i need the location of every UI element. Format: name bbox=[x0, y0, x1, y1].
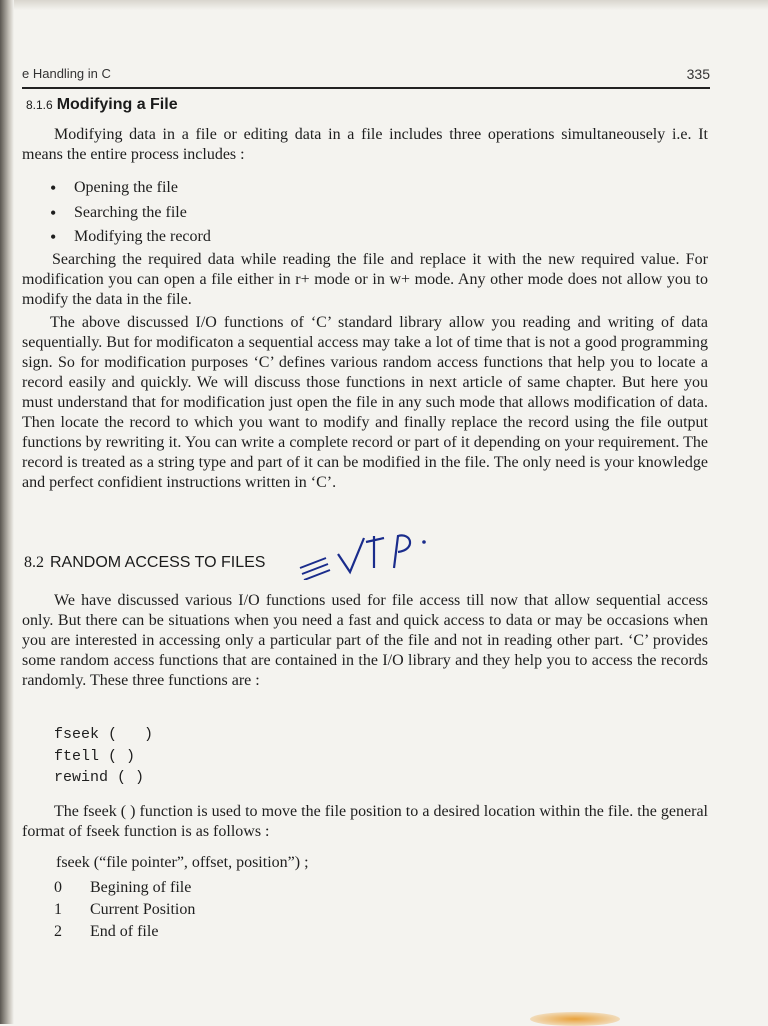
page-top-shadow bbox=[0, 0, 768, 10]
operations-list bbox=[50, 176, 211, 250]
position-code: 0 bbox=[54, 879, 62, 896]
section-number: 8.2 bbox=[24, 554, 44, 571]
header-rule bbox=[22, 87, 710, 89]
position-code: 2 bbox=[54, 923, 62, 940]
page-number: 335 bbox=[686, 66, 710, 82]
running-title: e Handling in C bbox=[22, 66, 111, 81]
list-item bbox=[54, 877, 195, 899]
position-code: 1 bbox=[54, 901, 62, 918]
position-label: Begining of file bbox=[90, 879, 192, 896]
list-item: • Modifying the record bbox=[50, 225, 211, 250]
list-item bbox=[54, 921, 195, 943]
position-label: End of file bbox=[90, 923, 159, 940]
code-line-fseek: fseek ( ) bbox=[54, 726, 154, 743]
section-heading-random-access bbox=[24, 554, 265, 572]
random-access-paragraph: We have discussed various I/O functions used for file access till now that allow sequential access only. But there can be situations when you need a fast and quick access to data or may be occasions when you are interested in accessing only a particular part of the file and not in reading other part. ‘C’ provides some random access functions that are contained in the I/O library and they help you to access the records randomly. These three functions are : bbox=[22, 592, 708, 689]
list-item bbox=[54, 899, 195, 921]
list-item: • Searching the file bbox=[50, 201, 211, 226]
list-item: • Opening the file bbox=[50, 176, 211, 201]
section-heading-modifying-file bbox=[26, 96, 178, 114]
section-title: Modifying a File bbox=[56, 96, 178, 113]
code-line-ftell: ftell ( ) bbox=[54, 747, 136, 765]
page-binding-shadow bbox=[0, 0, 14, 1024]
random-access-intro-paragraph: The above discussed I/O functions of ‘C’ standard library allow you reading and writing of data sequentially. But for modificaton a sequential access may take a lot of time that is not a good programming sign. So for modification purposes ‘C’ defines various random access functions that help you to locate a record easily and quickly. We will discuss those functions in next article of same chapter. But here you must understand that for modification just open the file in any such mode that allows modification of data. Then locate the record to which you want to modify and finally replace the record using the file output functions by rewriting it. You can write a complete record or part of it depending on your requirement. The record is treated as a string type and part of it can be modified in the file. The only need is your knowledge and perfect confidient instructions written in ‘C’. bbox=[22, 314, 708, 491]
fseek-description-paragraph: The fseek ( ) function is used to move the file position to a desired location within the file. the general format of fseek function is as follows : bbox=[22, 803, 708, 840]
fseek-syntax: fseek (“file pointer”, offset, position”) ; bbox=[56, 854, 309, 871]
function-list bbox=[54, 724, 153, 789]
code-line-rewind: rewind ( ) bbox=[54, 769, 145, 786]
section-title: RANDOM ACCESS TO FILES bbox=[50, 554, 266, 571]
running-head bbox=[22, 66, 710, 81]
section-number: 8.1.6 bbox=[26, 98, 53, 112]
handwritten-vip-annotation bbox=[298, 528, 438, 580]
position-values-list bbox=[54, 877, 195, 943]
modification-mode-paragraph: Searching the required data while reading the file and replace it with the new required value. For modification you can open a file either in r+ mode or in w+ mode. Any other mode does not allow you to modify the data in the file. bbox=[22, 251, 708, 308]
position-label: Current Position bbox=[90, 901, 196, 918]
intro-paragraph: Modifying data in a file or editing data in a file includes three operations simultaneousely i.e. It means the entire process includes : bbox=[22, 126, 708, 163]
